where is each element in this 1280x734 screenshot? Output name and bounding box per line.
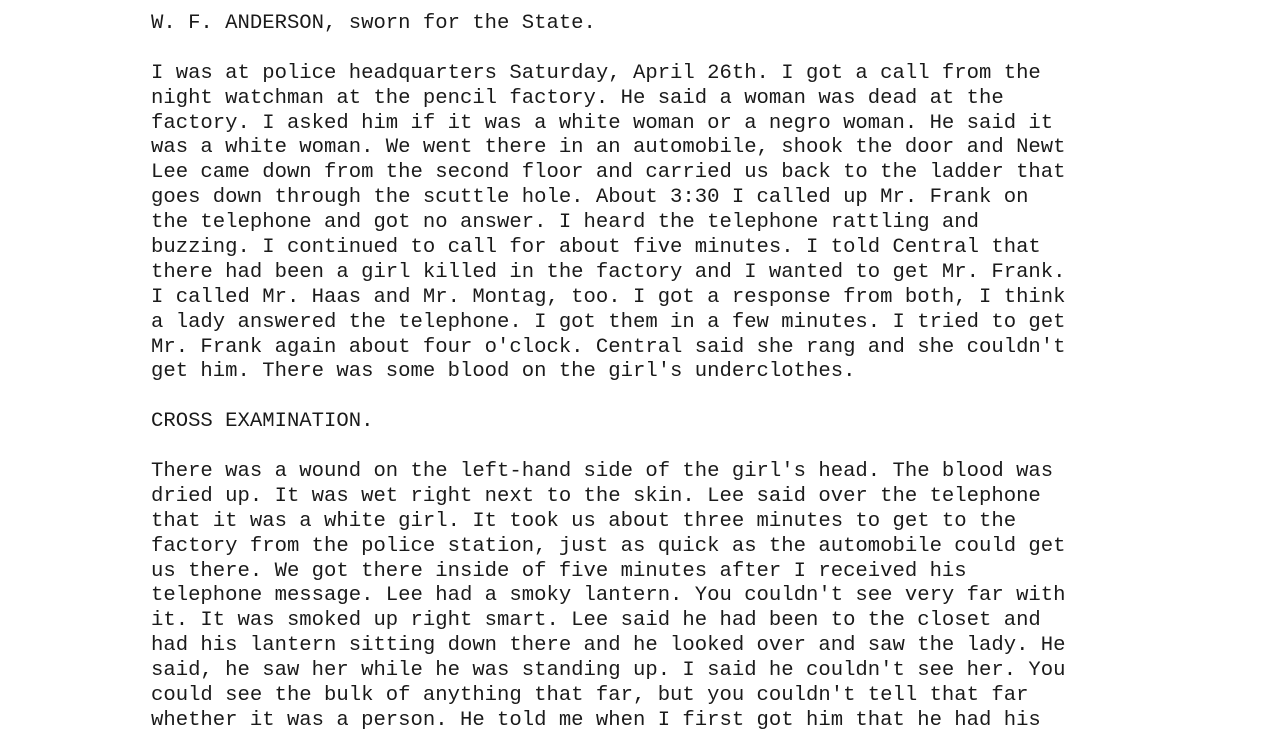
text-line: I was at police headquarters Saturday, April 26th. I got a call from the <box>151 61 1041 85</box>
text-line: that it was a white girl. It took us about three minutes to get to the <box>151 509 1017 533</box>
text-line: dried up. It was wet right next to the skin. Lee said over the telephone <box>151 484 1041 508</box>
text-line: buzzing. I continued to call for about five minutes. I told Central that <box>151 236 1041 260</box>
text-line: goes down through the scuttle hole. About 3:30 I called up Mr. Frank on <box>151 186 1029 210</box>
witness-heading: W. F. ANDERSON, sworn for the State. <box>151 12 596 35</box>
cross-examination-heading: CROSS EXAMINATION. <box>151 410 374 434</box>
paragraph-gap <box>151 435 1151 460</box>
paragraph-gap <box>151 385 1151 410</box>
paragraph-gap <box>151 37 1151 62</box>
text-line: whether it was a person. He told me when I first got him that he had his <box>151 708 1041 732</box>
text-line: could see the bulk of anything that far, but you couldn't tell that far <box>151 684 1029 708</box>
text-line: get him. There was some blood on the girl's underclothes. <box>151 360 856 384</box>
text-line: factory. I asked him if it was a white woman or a negro woman. He said it <box>151 111 1054 135</box>
text-line: telephone message. Lee had a smoky lantern. You couldn't see very far with <box>151 584 1066 608</box>
text-line: factory from the police station, just as quick as the automobile could get <box>151 534 1066 558</box>
cross-testimony <box>151 460 1151 734</box>
text-line: the telephone and got no answer. I heard the telephone rattling and <box>151 211 980 235</box>
text-line: night watchman at the pencil factory. He said a woman was dead at the <box>151 86 1004 110</box>
direct-testimony <box>151 62 1151 386</box>
document-page <box>151 12 1151 734</box>
text-line: said, he saw her while he was standing up. I said he couldn't see her. You <box>151 659 1066 683</box>
text-line: us there. We got there inside of five minutes after I received his <box>151 559 967 583</box>
text-line: had his lantern sitting down there and he looked over and saw the lady. He <box>151 634 1066 658</box>
text-line: a lady answered the telephone. I got them in a few minutes. I tried to get <box>151 310 1066 334</box>
text-line: Lee came down from the second floor and carried us back to the ladder that <box>151 161 1066 185</box>
text-line: was a white woman. We went there in an automobile, shook the door and Newt <box>151 136 1066 160</box>
text-line: There was a wound on the left-hand side of the girl's head. The blood was <box>151 460 1054 484</box>
text-line: Mr. Frank again about four o'clock. Central said she rang and she couldn't <box>151 335 1066 359</box>
text-line: I called Mr. Haas and Mr. Montag, too. I got a response from both, I think <box>151 285 1066 309</box>
text-line: it. It was smoked up right smart. Lee said he had been to the closet and <box>151 609 1041 633</box>
text-line: there had been a girl killed in the factory and I wanted to get Mr. Frank. <box>151 260 1066 284</box>
